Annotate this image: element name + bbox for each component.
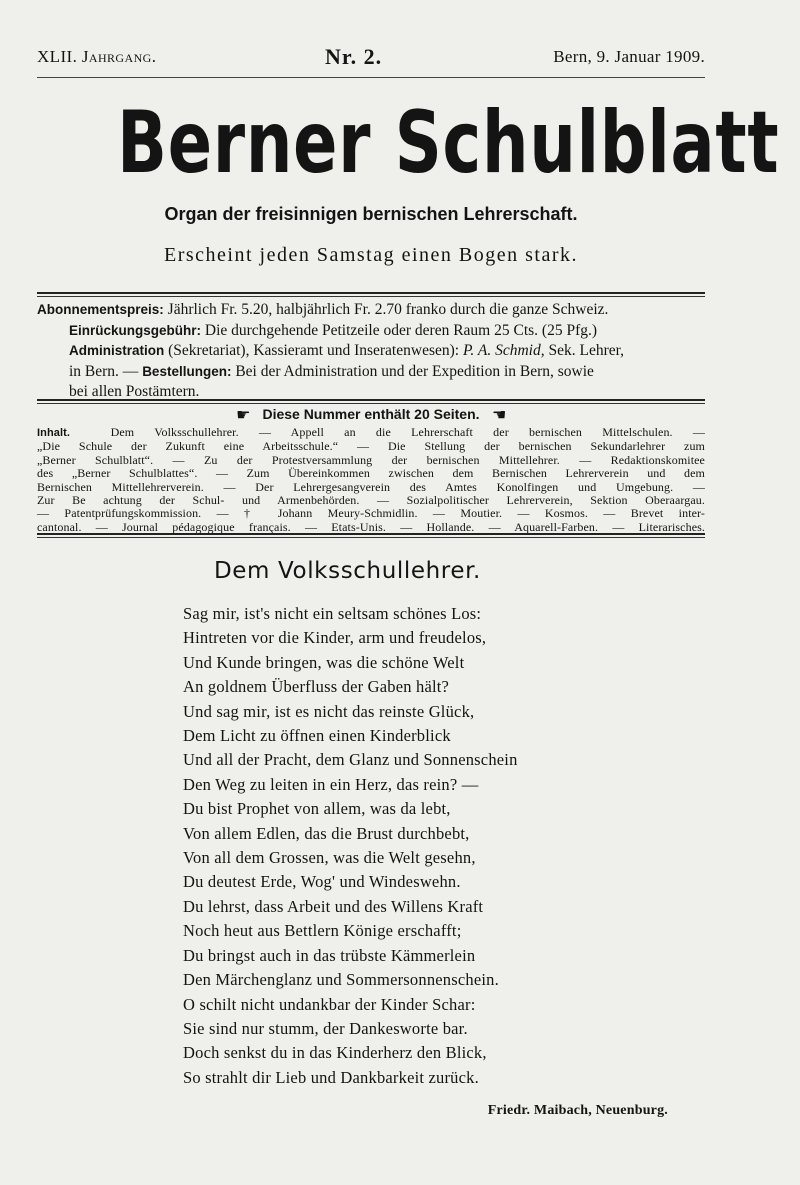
poem-line: Du deutest Erde, Wog' und Windeswehn. <box>183 872 461 892</box>
info-line <box>37 362 705 383</box>
administration-text: (Sekretariat), Kassieramt und Inseratenwesen): <box>168 342 460 359</box>
contents-line: Inhalt. Dem Volksschullehrer. — Appell an die Lehrerschaft der bernischen Mittelschulen. — <box>37 425 706 439</box>
masthead <box>37 44 705 73</box>
contents-line: — Patentprüfungskommission. — † Johann Meury-Schmidlin. — Moutier. — Kosmos. — Brevet inter- <box>37 506 705 521</box>
poem-line: Noch heut aus Bettlern Könige erschafft; <box>183 921 462 941</box>
contents-line: Bernischen Mittellehrerverein. — Der Lehrergesangverein des Amtes Konolfingen und Umgebung. — <box>37 479 705 494</box>
table-of-contents <box>37 426 705 534</box>
divider <box>37 292 705 294</box>
poem-line: Den Weg zu leiten in ein Herz, das rein? — <box>183 774 479 794</box>
poem-body <box>183 602 518 1090</box>
masthead-rule <box>37 77 705 78</box>
poem-line: Und Kunde bringen, was die schöne Welt <box>183 652 465 672</box>
poem-line: Du bringst auch in das trübste Kämmerlein <box>183 945 476 965</box>
volume-label: XLII. Jahrgang. <box>37 47 157 66</box>
poem-line: Du bist Prophet von allem, was da lebt, <box>183 799 451 819</box>
abonnement-text: Jährlich Fr. 5.20, halbjährlich Fr. 2.70 franko durch die ganze Schweiz. <box>167 301 609 318</box>
bestellungen-text: Bei der Administration und der Expedition in Bern, sowie <box>235 362 594 380</box>
poem-line: Dem Licht zu öffnen einen Kinderblick <box>183 726 451 746</box>
abonnement-label: Abonnementspreis: <box>37 302 164 317</box>
newspaper-title: Berner Schulblatt <box>117 93 780 193</box>
poem-line: Hintreten vor die Kinder, arm und freudelos, <box>183 628 487 648</box>
poem-line: Sie sind nur stumm, der Dankesworte bar. <box>183 1018 468 1038</box>
info-line <box>37 321 705 342</box>
administration-name: P. A. Schmid, <box>462 342 545 359</box>
einrueckung-label: Einrückungsgebühr: <box>69 322 202 338</box>
poem-line: O schilt nicht undankbar der Kinder Schar: <box>183 994 476 1014</box>
poem-line: Und all der Pracht, dem Glanz und Sonnenschein <box>183 750 518 770</box>
contents-line: des „Berner Schulblattes“. — Zum Übereinkommen zwischen dem Bernischen Lehrerverein und dem <box>37 466 705 481</box>
divider <box>37 533 705 535</box>
poem-line: Von all dem Grossen, was die Welt gesehn, <box>183 848 476 868</box>
poem-line: Doch senkst du in das Kinderherz den Blick, <box>183 1043 487 1063</box>
bestellungen-label: Bestellungen: <box>142 363 232 379</box>
divider <box>37 399 705 401</box>
pointing-hand-icon: ☛ <box>236 407 251 424</box>
info-line <box>37 300 705 321</box>
contents-line: cantonal. — Journal pédagogique français. — Etats-Unis. — Hollande. — Aquarell-Farben. — Literarisches. <box>37 519 705 534</box>
subtitle: Organ der freisinnigen bernischen Lehrerschaft. <box>164 204 578 224</box>
administration-label: Administration <box>69 343 165 358</box>
page-count-notice <box>37 405 705 425</box>
poem-author: Friedr. Maibach, Neuenburg. <box>487 1103 668 1118</box>
poem-line: Den Märchenglanz und Sommersonnenschein. <box>183 970 499 990</box>
place-date: Bern, 9. Januar 1909. <box>553 47 705 66</box>
contents-line: „Die Schule der Zukunft eine Arbeitsschule.“ — Die Stellung der bernischen Sekundarlehrer zum <box>37 439 705 454</box>
info-line4-pre: in Bern. — <box>69 362 139 380</box>
issue-number: Nr. 2. <box>325 44 383 69</box>
poem-line: Von allem Edlen, das die Brust durchbebt, <box>183 823 470 843</box>
poem-line: Und sag mir, ist es nicht das reinste Glück, <box>183 701 475 721</box>
contents-line: „Berner Schulblatt“. — Zu der Protestversammlung der bernischen Mittellehrer. — Redaktionskomitee <box>37 452 705 467</box>
page-count-text: Diese Nummer enthält 20 Seiten. <box>262 406 480 422</box>
contents-line: Zur Be achtung der Schul- und Armenbehörden. — Sozialpolitischer Lehrerverein, Sektion Oberaargau. <box>37 493 705 508</box>
poem-line: Sag mir, ist's nicht ein seltsam schönes Los: <box>183 604 482 623</box>
poem-line: Du lehrst, dass Arbeit und des Willens Kraft <box>183 896 484 916</box>
poem-title: Dem Volksschullehrer. <box>214 558 481 584</box>
pointing-hand-icon: ☛ <box>491 407 506 424</box>
einrueckung-text: Die durchgehende Petitzeile oder deren Raum 25 Cts. (25 Pfg.) <box>204 321 598 339</box>
contents-label: Inhalt. <box>37 427 71 439</box>
poem-line: An goldnem Überfluss der Gaben hält? <box>183 677 450 697</box>
info-line <box>37 341 705 362</box>
subscription-info <box>37 300 705 403</box>
poem-line: So strahlt dir Lieb und Dankbarkeit zurück. <box>183 1067 479 1087</box>
administration-rest: Sek. Lehrer, <box>548 342 625 359</box>
info-line5: bei allen Postämtern. <box>69 383 200 400</box>
publication-frequency: Erscheint jeden Samstag einen Bogen stark. <box>163 244 578 266</box>
